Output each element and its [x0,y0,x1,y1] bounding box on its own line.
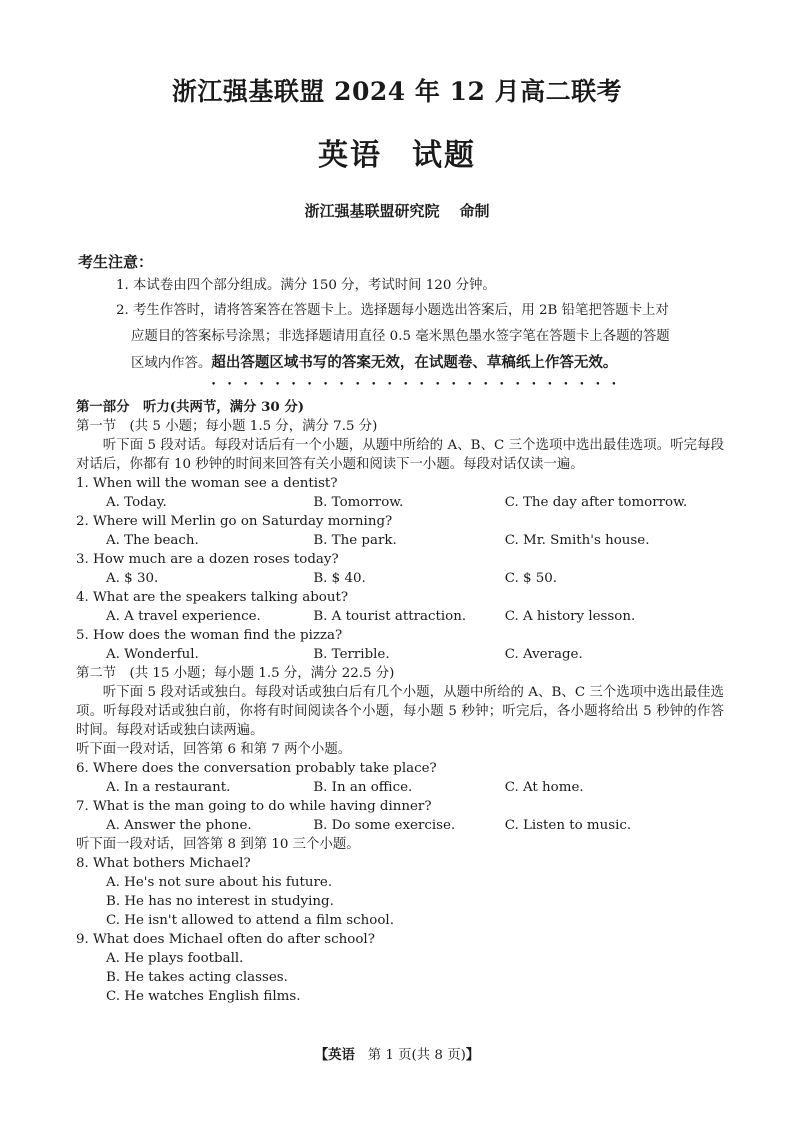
exam-title: 浙江强基联盟 2024 年 12 月高二联考 [171,77,623,106]
question-5-options [76,645,724,664]
option-a: A. Wonderful. [106,647,199,662]
question-6-options [76,778,724,797]
option-b: B. In an office. [313,780,413,795]
question-3: 3. How much are a dozen roses today? [76,552,339,567]
question-1-options [76,493,724,512]
question-9-option-b: B. He takes acting classes. [106,970,288,985]
maker-suffix: 命制 [459,202,490,220]
question-8-option-b: B. He has no interest in studying. [106,894,334,909]
option-b: B. $ 40. [313,571,366,586]
option-c: C. The day after tomorrow. [504,495,688,510]
option-c: C. Mr. Smith's house. [504,533,650,548]
option-c: C. $ 50. [504,571,558,586]
section-2-heading: 第二节 (共 15 小题；每小题 1.5 分，满分 22.5 分) [76,666,395,681]
option-b: B. Tomorrow. [313,495,404,510]
question-8-option-a: A. He's not sure about his future. [106,875,333,890]
notice-item-2-line-2: 应题目的答案标号涂黑；非选择题请用直径 0.5 毫米黑色墨水签字笔在答题卡上各题的答题 [131,329,670,344]
question-8: 8. What bothers Michael? [76,856,251,871]
footer-subject: 英语 [328,1047,355,1063]
question-7-options [76,816,724,835]
question-1: 1. When will the woman see a dentist? [76,476,338,491]
notice-item-2-line-3-text: 区域内作答。 [131,356,212,371]
question-9-option-a: A. He plays football. [106,951,244,966]
question-9: 9. What does Michael often do after school? [76,932,375,947]
option-b: B. Terrible. [313,647,390,662]
option-a: A. In a restaurant. [106,780,231,795]
exam-subtitle [0,130,794,174]
notice-item-2 [116,298,724,377]
question-8-option-c: C. He isn't allowed to attend a film school. [106,913,394,928]
section-1-heading: 第一节 (共 5 小题；每小题 1.5 分，满分 7.5 分) [76,419,378,434]
listening-section [76,398,724,1006]
option-c: C. A history lesson. [504,609,636,624]
question-7: 7. What is the man going to do while having dinner? [76,799,432,814]
option-c: C. Listen to music. [504,818,632,833]
notice-item-2-line-3 [116,350,724,377]
option-a: A. Answer the phone. [106,818,252,833]
option-a: A. Today. [106,495,167,510]
question-5: 5. How does the woman find the pizza? [76,628,343,643]
notice-heading: 考生注意： [78,253,154,271]
section-1-instructions: 听下面 5 段对话。每段对话后有一个小题，从题中所给的 A、B、C 三个选项中选出最佳选项。听完每段对话后，你都有 10 秒钟的时间来回答有关小题和阅读下一小题。每段对话仅读一遍。 [76,438,724,472]
notice-item-1: 1. 本试卷由四个部分组成。满分 150 分，考试时间 120 分钟。 [116,278,496,293]
question-9-option-c: C. He watches English films. [106,989,301,1004]
group-1-instruction: 听下面一段对话，回答第 6 和第 7 两个小题。 [76,742,352,757]
subject-label: 英语 [318,138,382,173]
option-b: B. Do some exercise. [313,818,456,833]
option-a: A. The beach. [106,533,199,548]
section-2-instructions: 听下面 5 段对话或独白。每段对话或独白后有几个小题，从题中所给的 A、B、C 三个选项中选出最佳选项。听每段对话或独白前，你将有时间阅读各个小题，每小题 5 秒钟；听完后，各小题将给出 5 秒钟的作答时间。每段对话或独白读两遍。 [76,685,724,738]
exam-maker [0,200,794,221]
question-3-options [76,569,724,588]
option-a: A. A travel experience. [106,609,261,624]
question-2-options [76,531,724,550]
notice-item-2-line-1: 2. 考生作答时，请将答案答在答题卡上。选择题每小题选出答案后，用 2B 铅笔把答题卡上对 [116,303,669,318]
option-b: B. The park. [313,533,397,548]
footer-page-number: 第 1 页(共 8 页) [367,1048,466,1063]
option-a: A. $ 30. [106,571,159,586]
option-c: C. At home. [504,780,584,795]
group-2-instruction: 听下面一段对话，回答第 8 到第 10 三个小题。 [76,837,360,852]
option-b: B. A tourist attraction. [313,609,467,624]
notice-emphasis: 超出答题区域书写的答案无效，在试题卷、草稿纸上作答无效。 • • • [211,354,617,371]
page-footer: 【英语 第 1 页(共 8 页)】 [314,1047,480,1063]
option-c: C. Average. [504,647,583,662]
question-6: 6. Where does the conversation probably take place? [76,761,437,776]
question-2: 2. Where will Merlin go on Saturday morning? [76,514,393,529]
question-4-options [76,607,724,626]
question-4: 4. What are the speakers talking about? [76,590,349,605]
maker-name: 浙江强基联盟研究院 [304,202,440,220]
paper-label: 试题 [412,138,476,173]
part-1-heading: 第一部分 听力(共两节，满分 30 分) [76,399,305,415]
